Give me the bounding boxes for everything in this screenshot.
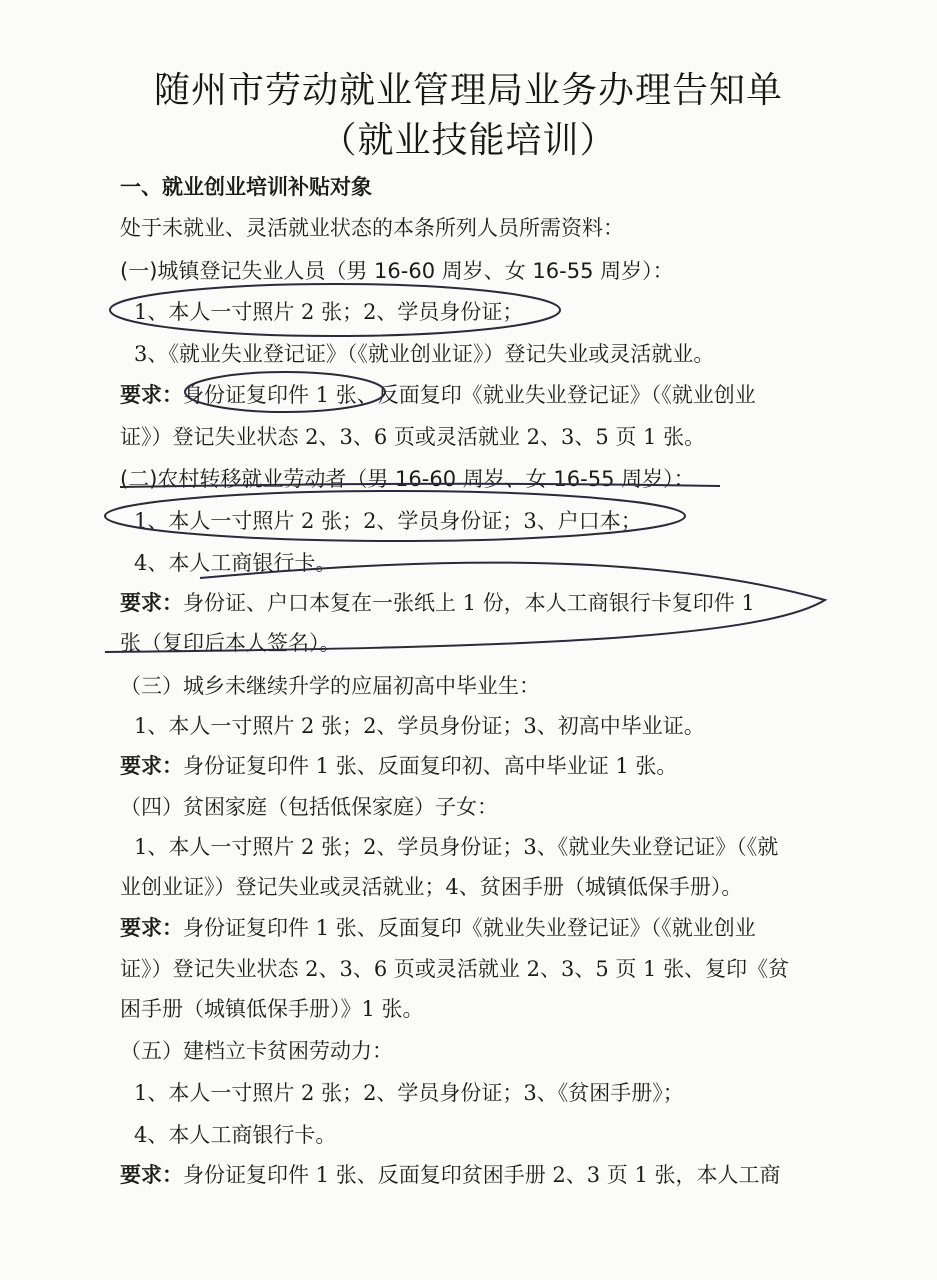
group-2-requirement-cont: 张（复印后本人签名）。 — [120, 631, 341, 655]
requirement-text: 身份证、户口本复在一张纸上 1 份，本人工商银行卡复印件 1 — [183, 591, 755, 615]
requirement-label: 要求： — [120, 590, 183, 615]
group-heading-2: (二)农村转移就业劳动者（男 16-60 周岁、女 16-55 周岁）： — [120, 467, 695, 491]
requirement-label: 要求： — [120, 915, 183, 940]
group-heading-3: （三）城乡未继续升学的应届初高中毕业生： — [120, 674, 540, 698]
requirement-text: 身份证复印件 1 张、反面复印贫困手册 2、3 页 1 张，本人工商 — [183, 1163, 781, 1187]
section-heading: 一、就业创业培训补贴对象 — [120, 175, 372, 199]
document-title: 随州市劳动就业管理局业务办理告知单 — [153, 70, 783, 111]
group-4-requirement-cont: 困手册（城镇低保手册）》1 张。 — [120, 997, 424, 1021]
requirement-text: 身份证复印件 1 张、反面复印《就业失业登记证》（《就业创业 — [183, 383, 756, 407]
section-intro: 处于未就业、灵活就业状态的本条所列人员所需资料： — [120, 216, 624, 240]
requirement-label: 要求： — [120, 1162, 183, 1187]
group-heading-4: （四）贫困家庭（包括低保家庭）子女： — [120, 795, 498, 819]
group-3-requirement — [120, 751, 840, 781]
requirement-text: 身份证复印件 1 张、反面复印初、高中毕业证 1 张。 — [183, 754, 678, 778]
group-2-item: 4、本人工商银行卡。 — [134, 551, 337, 575]
group-1-item: 3、《就业失业登记证》（《就业创业证》）登记失业或灵活就业。 — [134, 342, 715, 366]
group-1-requirement-cont: 证》）登记失业状态 2、3、6 页或灵活就业 2、3、5 页 1 张。 — [120, 425, 706, 449]
group-2-requirement — [120, 588, 840, 618]
group-5-item: 1、本人一寸照片 2 张；2、学员身份证；3、《贫困手册》； — [134, 1081, 684, 1105]
group-5-requirement — [120, 1160, 840, 1190]
requirement-label: 要求： — [120, 753, 183, 778]
group-4-item: 业创业证》）登记失业或灵活就业；4、贫困手册（城镇低保手册）。 — [120, 875, 743, 899]
group-1-requirement — [120, 380, 840, 410]
group-heading-1: (一)城镇登记失业人员（男 16-60 周岁、女 16-55 周岁）： — [120, 259, 674, 283]
group-4-requirement-cont: 证》）登记失业状态 2、3、6 页或灵活就业 2、3、5 页 1 张、复印《贫 — [120, 957, 790, 981]
group-2-item: 1、本人一寸照片 2 张；2、学员身份证；3、户口本； — [134, 509, 642, 533]
requirement-text: 身份证复印件 1 张、反面复印《就业失业登记证》（《就业创业 — [183, 916, 756, 940]
group-4-requirement — [120, 913, 840, 943]
group-1-item: 1、本人一寸照片 2 张；2、学员身份证； — [134, 300, 524, 324]
requirement-label: 要求： — [120, 382, 183, 407]
group-5-item: 4、本人工商银行卡。 — [134, 1123, 337, 1147]
group-heading-5: （五）建档立卡贫困劳动力： — [120, 1039, 393, 1063]
document-subtitle: （就业技能培训） — [320, 120, 617, 161]
group-4-item: 1、本人一寸照片 2 张；2、学员身份证；3、《就业失业登记证》（《就 — [134, 835, 779, 859]
group-3-item: 1、本人一寸照片 2 张；2、学员身份证；3、初高中毕业证。 — [134, 714, 705, 738]
